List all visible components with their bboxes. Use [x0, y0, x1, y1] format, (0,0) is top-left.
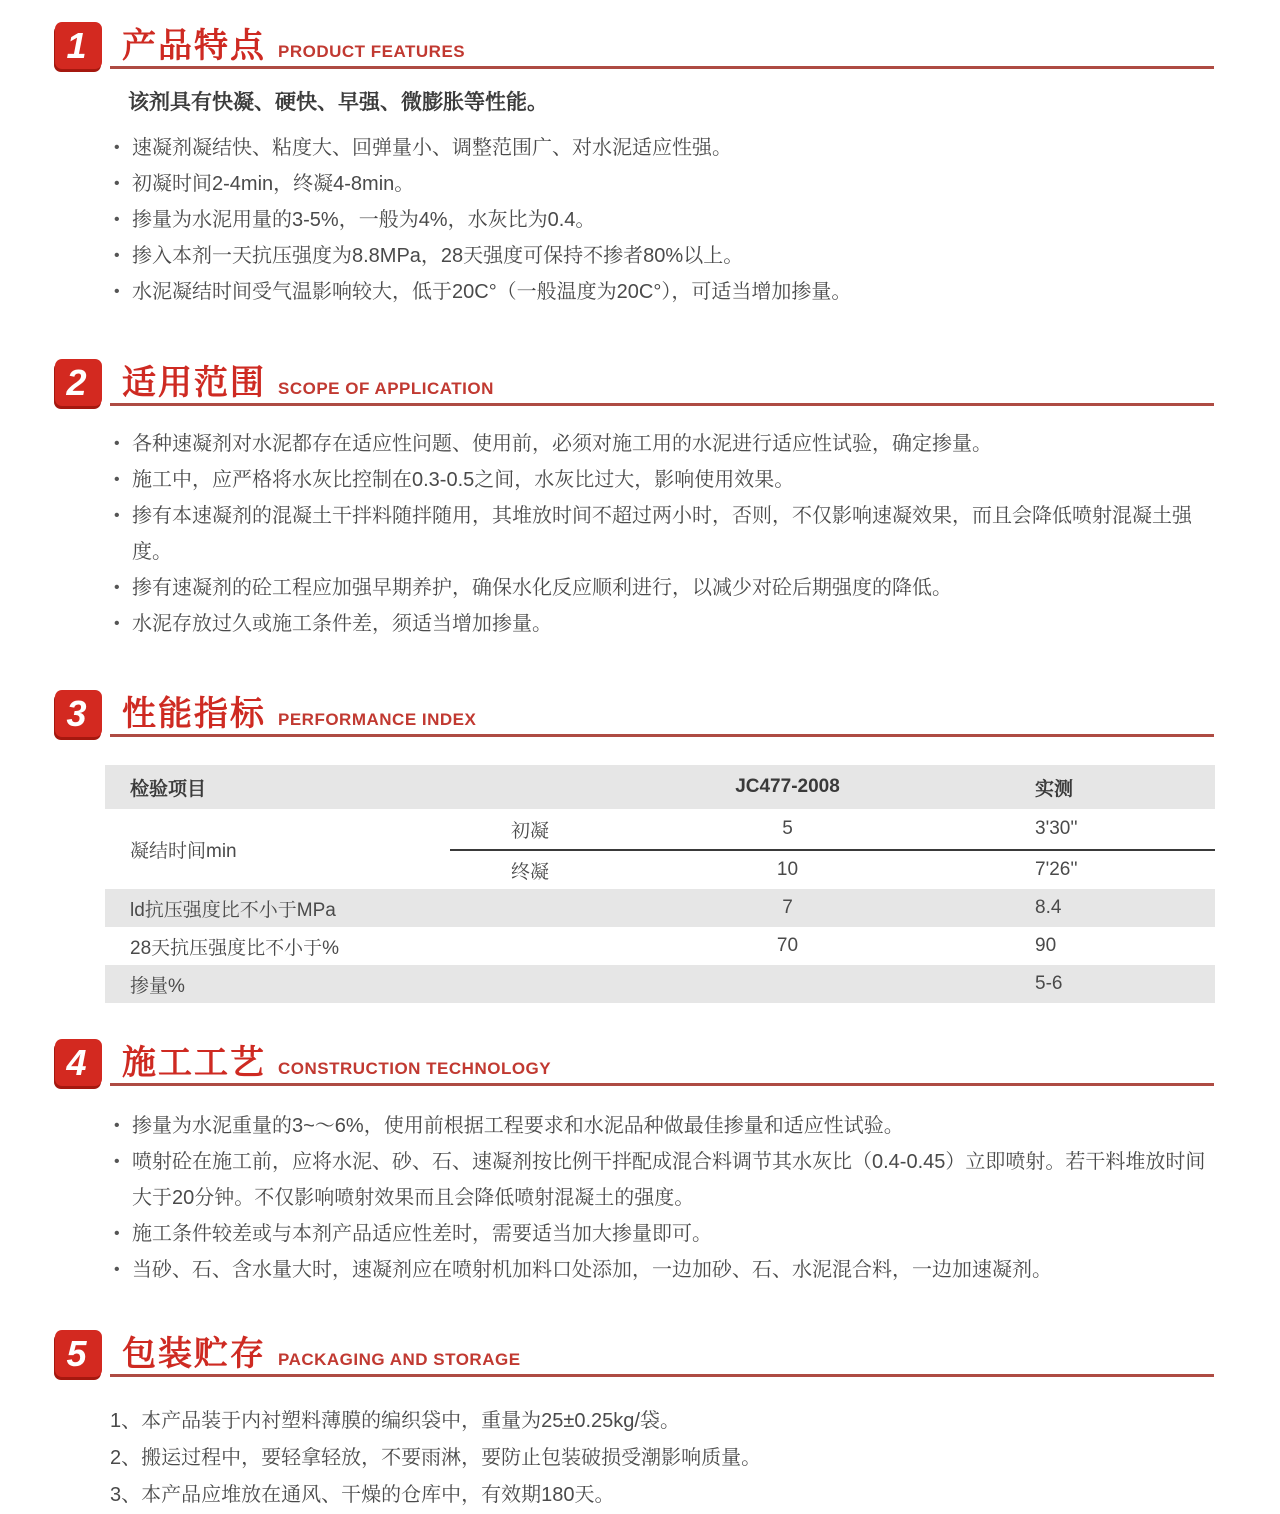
section-number-badge: 1: [55, 22, 102, 69]
bullet-list: [112, 1108, 1214, 1288]
section-construction-technology: [55, 1039, 1214, 1288]
table-cell-initial-set-standard: 5: [782, 818, 793, 839]
section-title-en: PACKAGING AND STORAGE: [278, 1350, 521, 1369]
table-cell-1d-strength-label: ld抗压强度比不小于MPa: [105, 889, 610, 927]
section-number-badge: 5: [55, 1330, 102, 1377]
bullet-item: • 施工中，应严格将水灰比控制在0.3-0.5之间，水灰比过大，影响使用效果。: [112, 462, 1214, 498]
section-packaging-storage: [55, 1330, 1214, 1514]
section-title-rule: [110, 29, 1214, 69]
table-cell-dosage-standard: [610, 965, 965, 1003]
section-performance-index: [55, 690, 1214, 1003]
table-header-item: 检验项目: [105, 765, 610, 809]
section-title-cn: 施工工艺: [122, 1044, 266, 1083]
section-title-rule: [110, 1337, 1214, 1377]
table-cell-final-set-label: 终凝: [450, 849, 610, 889]
section-title-cn: 性能指标: [122, 695, 266, 734]
section-title-en: PERFORMANCE INDEX: [278, 710, 477, 729]
bullet-item: • 各种速凝剂对水泥都存在适应性问题、使用前，必须对施工用的水泥进行适应性试验，确定掺量。: [112, 426, 1214, 462]
section-number-badge: 3: [55, 690, 102, 737]
bullet-item: • 速凝剂凝结快、粘度大、回弹量小、调整范围广、对水泥适应性强。: [112, 130, 1214, 166]
bullet-item: • 掺量为水泥重量的3~～6%，使用前根据工程要求和水泥品种做最佳掺量和适应性试验。: [112, 1108, 1214, 1144]
section-title-cn: 适用范围: [122, 364, 266, 403]
table-cell-1d-strength-measured: 8.4: [965, 889, 1215, 927]
table-cell-28d-strength-measured: 90: [1035, 935, 1057, 956]
section-header: [55, 1039, 1214, 1086]
section-product-features: [55, 22, 1214, 310]
section-header: [55, 359, 1214, 406]
bullet-list: [112, 130, 1214, 310]
numbered-item: 2、搬运过程中，要轻拿轻放，不要雨淋，要防止包装破损受潮影响质量。: [110, 1447, 762, 1469]
section-title-rule: [110, 697, 1214, 737]
numbered-list: [110, 1403, 1214, 1514]
bullet-item: • 当砂、石、含水量大时，速凝剂应在喷射机加料口处添加，一边加砂、石、水泥混合料，一边加速凝剂。: [112, 1252, 1214, 1288]
section-title-cn: 包装贮存: [122, 1335, 266, 1374]
table-cell-1d-strength-standard: 7: [610, 889, 965, 927]
table-header-measured: 实测: [965, 765, 1215, 809]
performance-table: [105, 765, 1215, 1003]
section-scope-of-application: [55, 359, 1214, 642]
table-cell-final-set-standard: 10: [610, 849, 965, 889]
table-cell-dosage-label: 掺量%: [105, 965, 610, 1003]
section-number-badge: 2: [55, 359, 102, 406]
section-title-en: PRODUCT FEATURES: [278, 42, 466, 61]
table-cell-28d-strength-label: 28天抗压强度比不小于%: [130, 937, 340, 959]
bullet-item: • 水泥存放过久或施工条件差，须适当增加掺量。: [112, 606, 1214, 642]
bullet-item: • 初凝时间2-4min，终凝4-8min。: [112, 166, 1214, 202]
section-title-rule: [110, 366, 1214, 406]
bullet-item: • 掺有本速凝剂的混凝土干拌料随拌随用，其堆放时间不超过两小时，否则，不仅影响速凝效果，而且会降低喷射混凝土强度。: [112, 498, 1214, 570]
bullet-item: • 水泥凝结时间受气温影响较大，低于20C°（一般温度为20C°），可适当增加掺量。: [112, 274, 1214, 310]
table-cell-initial-set-measured: 3'30'': [1035, 818, 1078, 839]
bullet-item: • 施工条件较差或与本剂产品适应性差时，需要适当加大掺量即可。: [112, 1216, 1214, 1252]
numbered-item: 1、本产品装于内衬塑料薄膜的编织袋中，重量为25±0.25kg/袋。: [110, 1410, 680, 1432]
section-header: [55, 1330, 1214, 1377]
bullet-item: • 掺有速凝剂的砼工程应加强早期养护，确保水化反应顺利进行，以减少对砼后期强度的降低。: [112, 570, 1214, 606]
bullet-item: • 喷射砼在施工前，应将水泥、砂、石、速凝剂按比例干拌配成混合料调节其水灰比（0.4-0.45）立即喷射。若干料堆放时间大于20分钟。不仅影响喷射效果而且会降低喷射混凝土的强度。: [112, 1144, 1214, 1216]
section-title-en: CONSTRUCTION TECHNOLOGY: [278, 1059, 552, 1078]
section-title-cn: 产品特点: [122, 27, 266, 66]
table-cell-initial-set-label: 初凝: [510, 820, 549, 842]
bullet-item: • 掺入本剂一天抗压强度为8.8MPa，28天强度可保持不掺者80%以上。: [112, 238, 1214, 274]
section-title-en: SCOPE OF APPLICATION: [278, 379, 494, 398]
bullet-list: [112, 426, 1214, 642]
section-title-rule: [110, 1046, 1214, 1086]
bullet-item: • 掺量为水泥用量的3-5%，一般为4%，水灰比为0.4。: [112, 202, 1214, 238]
section-header: [55, 690, 1214, 737]
table-header-standard: JC477-2008: [610, 765, 965, 809]
section-number-badge: 4: [55, 1039, 102, 1086]
intro-line: 该剂具有快凝、硬快、早强、微膨胀等性能。: [128, 91, 548, 114]
table-cell-dosage-measured: 5-6: [965, 965, 1215, 1003]
table-cell-28d-strength-standard: 70: [776, 935, 799, 956]
section-header: [55, 22, 1214, 69]
table-cell-final-set-measured: 7'26'': [965, 849, 1215, 889]
table-cell-setting-time-label: 凝结时间min: [130, 840, 237, 862]
numbered-item: 3、本产品应堆放在通风、干燥的仓库中，有效期180天。: [110, 1484, 615, 1506]
